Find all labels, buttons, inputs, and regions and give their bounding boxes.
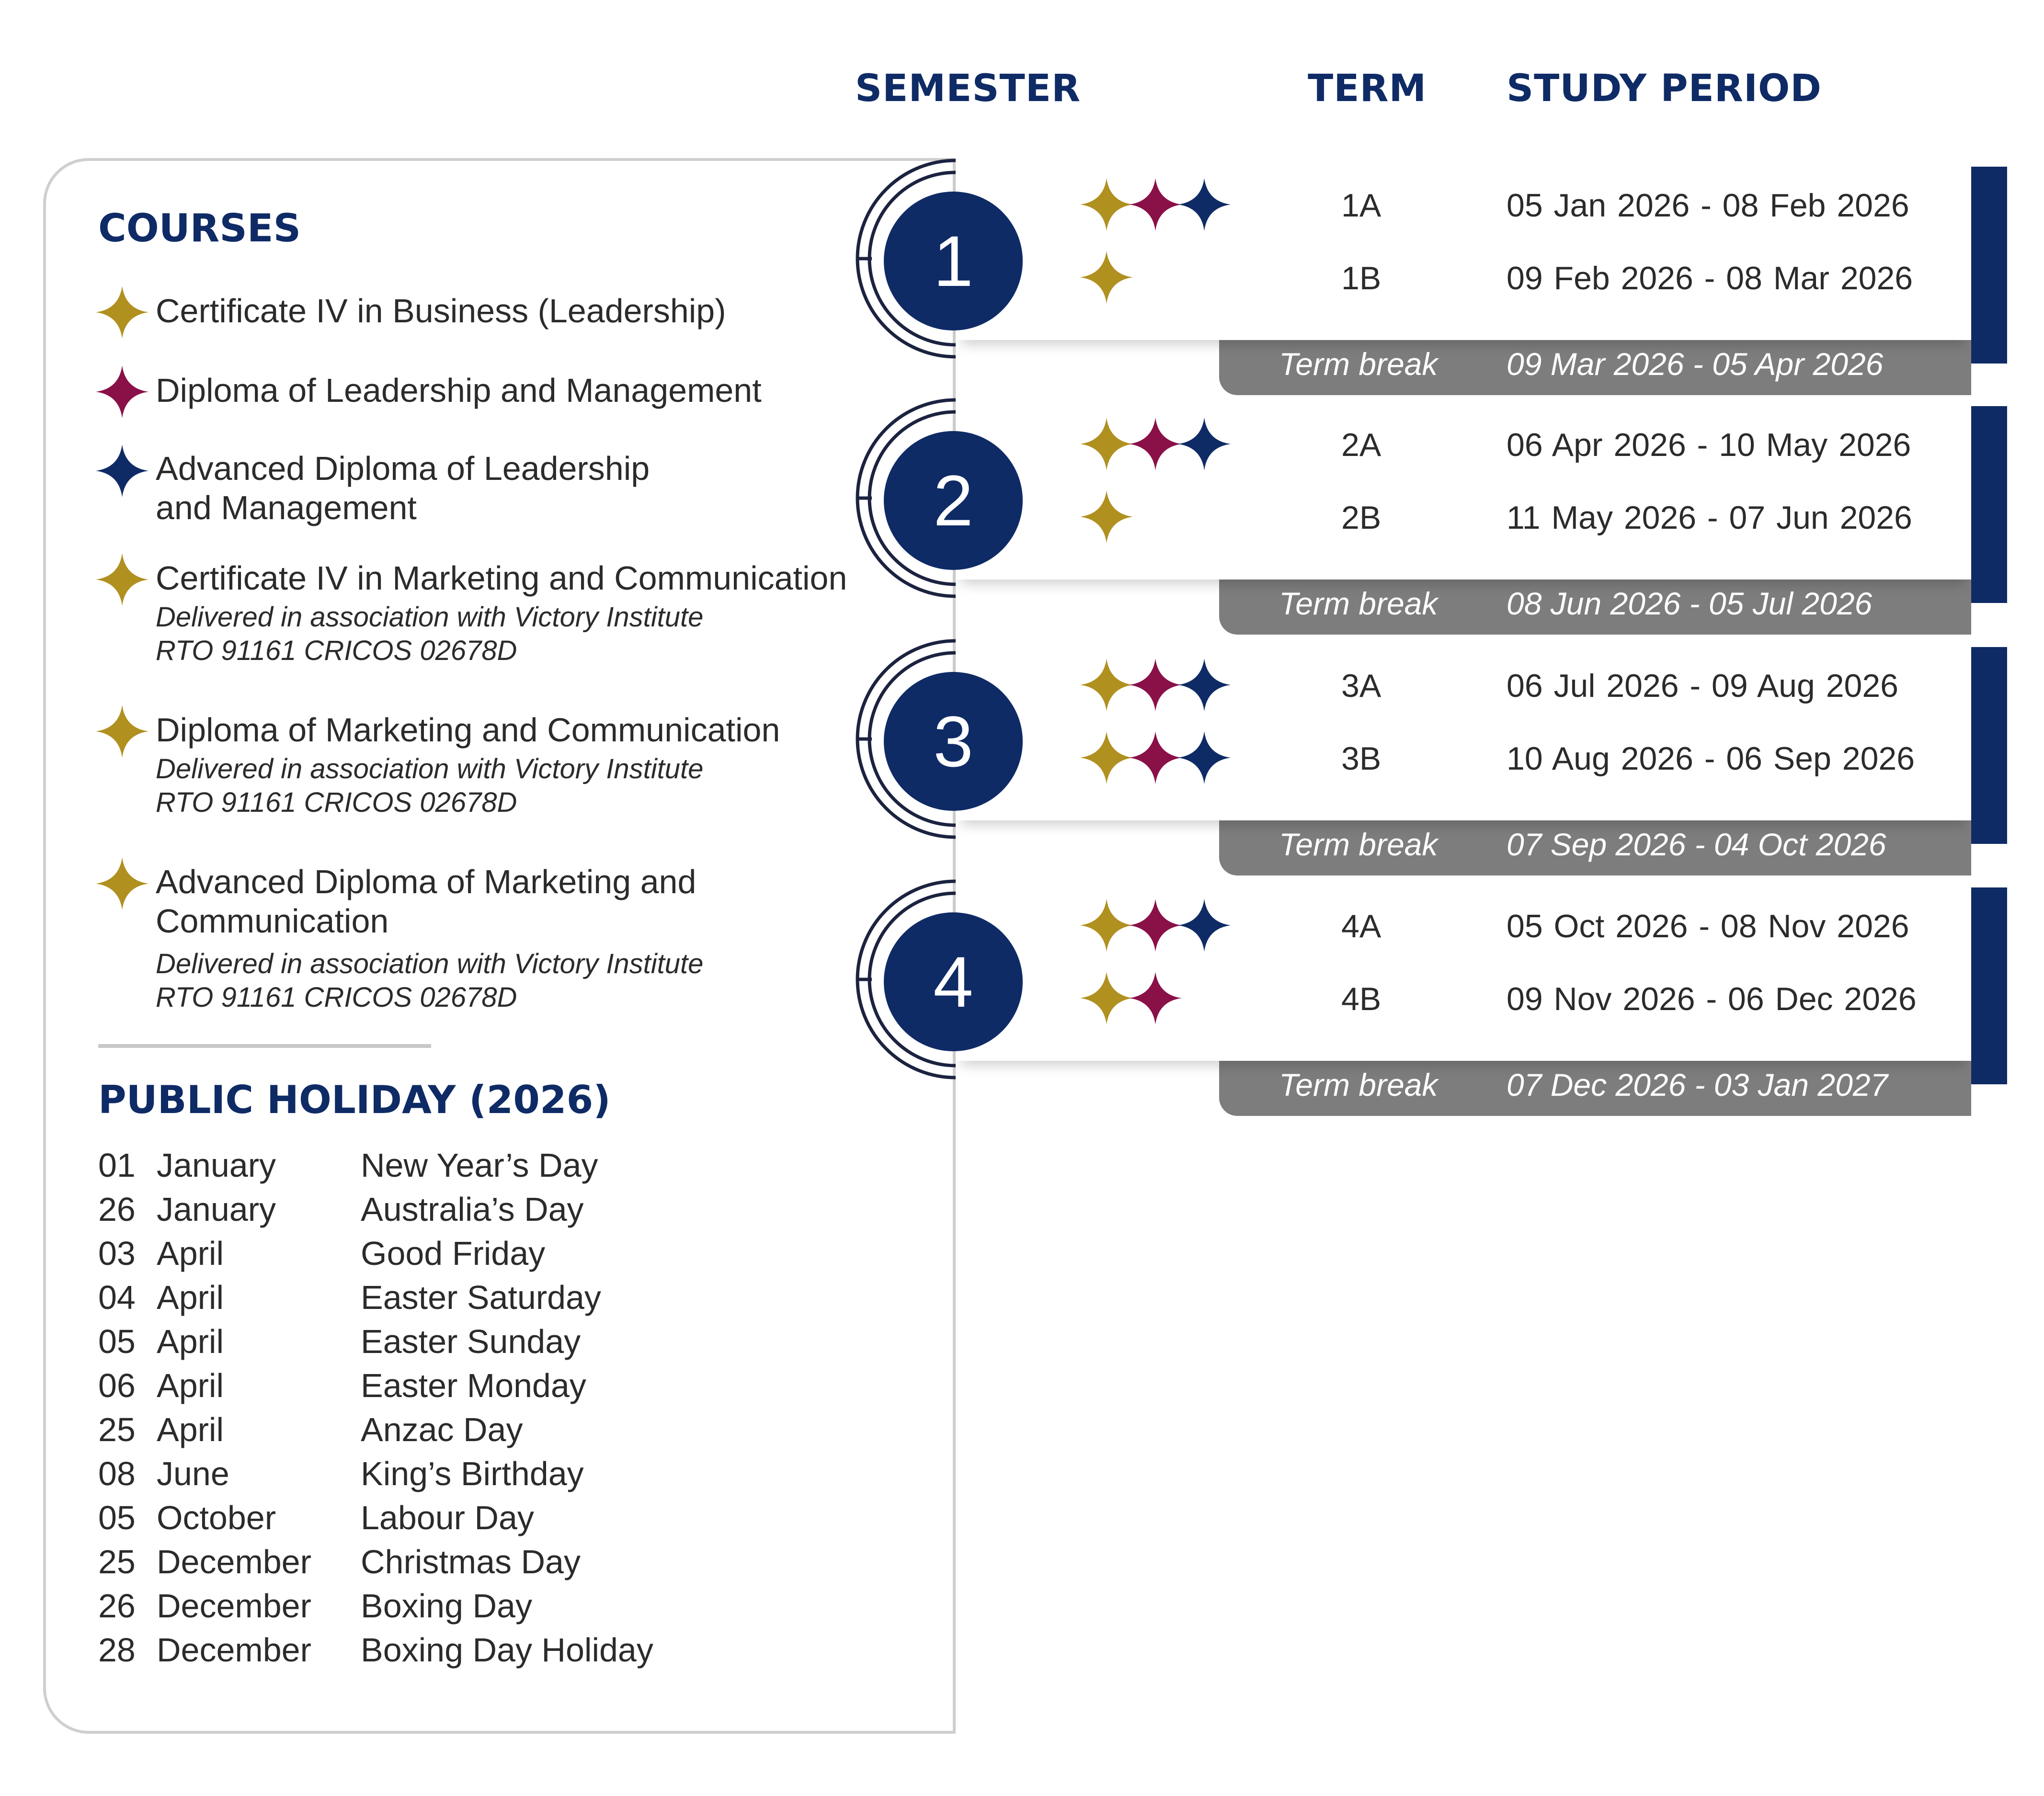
course-name-line2: Communication <box>156 902 389 940</box>
course-stars <box>1080 899 1227 954</box>
semester-sidebar <box>1971 167 2007 364</box>
holiday-day: 26 <box>98 1191 136 1228</box>
term-break-label: Term break <box>1279 827 1438 862</box>
holiday-month: January <box>157 1147 276 1184</box>
holiday-month: April <box>157 1367 224 1404</box>
term-code: 2A <box>1341 427 1382 463</box>
course-stars <box>1080 731 1227 786</box>
holiday-month: June <box>157 1455 229 1492</box>
gold-star-icon <box>1080 418 1133 470</box>
divider <box>98 1044 431 1048</box>
holiday-name: Easter Sunday <box>361 1323 581 1360</box>
gold-star-icon <box>1080 178 1133 231</box>
term-code: 4B <box>1341 981 1382 1017</box>
holiday-month: December <box>157 1543 311 1580</box>
holiday-month: April <box>157 1323 224 1360</box>
course-name-line2: and Management <box>156 489 417 526</box>
course-item <box>156 862 970 1014</box>
study-period-header: STUDY PERIOD <box>1507 67 1822 110</box>
term-header: TERM <box>1308 67 1427 110</box>
holiday-row <box>98 1455 817 1499</box>
gold-star-icon <box>96 705 148 758</box>
term-period: 11 May 2026 - 07 Jun 2026 <box>1507 500 1912 536</box>
holiday-month: April <box>157 1235 224 1272</box>
course-stars <box>1080 490 1129 546</box>
holiday-day: 08 <box>98 1455 136 1492</box>
course-name: Certificate IV in Business (Leadership) <box>156 292 726 330</box>
term-break-label: Term break <box>1279 586 1438 621</box>
course-name: Diploma of Marketing and Communication <box>156 711 780 749</box>
holiday-name: Boxing Day <box>361 1587 532 1625</box>
term-code: 3B <box>1341 740 1382 777</box>
holiday-name: Good Friday <box>361 1235 546 1272</box>
term-break-label: Term break <box>1279 1067 1438 1103</box>
holiday-day: 25 <box>98 1543 136 1580</box>
holiday-day: 01 <box>98 1147 136 1184</box>
gold-star-icon <box>1080 731 1133 784</box>
term-break-label: Term break <box>1279 346 1438 382</box>
holiday-month: April <box>157 1411 224 1448</box>
term-break-period: 09 Mar 2026 - 05 Apr 2026 <box>1507 346 1884 382</box>
holiday-row <box>98 1543 817 1587</box>
gold-star-icon <box>96 857 148 910</box>
course-item <box>156 291 970 330</box>
holiday-row <box>98 1322 817 1366</box>
semester-number: 3 <box>884 672 1023 811</box>
semester-number: 1 <box>884 192 1023 330</box>
term-period: 09 Feb 2026 - 08 Mar 2026 <box>1507 260 1913 296</box>
term-break-bar <box>1219 575 1971 635</box>
holiday-name: Christmas Day <box>361 1543 581 1580</box>
course-name: Certificate IV in Marketing and Communication <box>156 559 847 597</box>
term-period: 05 Jan 2026 - 08 Feb 2026 <box>1507 187 1909 224</box>
semester-number: 2 <box>884 431 1023 570</box>
gold-star-icon <box>96 286 148 339</box>
course-name: Diploma of Leadership and Management <box>156 372 762 409</box>
gold-star-icon <box>1080 251 1133 304</box>
maroon-star-icon <box>1129 178 1182 231</box>
courses-title: COURSES <box>98 206 301 250</box>
term-code: 3A <box>1341 668 1382 704</box>
course-partner: Delivered in association with Victory Institute <box>156 948 704 979</box>
term-break-bar <box>1219 1056 1971 1116</box>
term-code: 4A <box>1341 908 1382 944</box>
navy-star-icon <box>1178 418 1231 470</box>
term-code: 1A <box>1341 187 1382 224</box>
term-period: 09 Nov 2026 - 06 Dec 2026 <box>1507 981 1917 1017</box>
holiday-name: Anzac Day <box>361 1411 523 1448</box>
holiday-name: Easter Saturday <box>361 1279 601 1316</box>
course-stars <box>1080 418 1227 473</box>
term-break-period: 08 Jun 2026 - 05 Jul 2026 <box>1507 586 1873 621</box>
holiday-month: December <box>157 1587 311 1625</box>
gold-star-icon <box>1080 490 1133 543</box>
holiday-day: 25 <box>98 1411 136 1448</box>
gold-star-icon <box>1080 899 1133 952</box>
holiday-row <box>98 1499 817 1543</box>
navy-star-icon <box>1178 731 1231 784</box>
course-name: Advanced Diploma of Marketing and <box>156 863 697 900</box>
holiday-name: Australia’s Day <box>361 1191 584 1228</box>
navy-star-icon <box>1178 899 1231 952</box>
maroon-star-icon <box>1129 972 1182 1024</box>
holiday-day: 04 <box>98 1279 136 1316</box>
holiday-day: 06 <box>98 1367 136 1404</box>
holiday-name: New Year’s Day <box>361 1147 598 1184</box>
holiday-day: 03 <box>98 1235 136 1272</box>
term-period: 06 Jul 2026 - 09 Aug 2026 <box>1507 668 1898 704</box>
semester-number: 4 <box>884 912 1023 1051</box>
course-rto: RTO 91161 CRICOS 02678D <box>156 787 517 818</box>
course-item <box>156 558 970 668</box>
holiday-row <box>98 1366 817 1410</box>
term-period: 05 Oct 2026 - 08 Nov 2026 <box>1507 908 1909 944</box>
navy-star-icon <box>1178 178 1231 231</box>
holiday-name: King’s Birthday <box>361 1455 584 1492</box>
maroon-star-icon <box>96 365 148 418</box>
holiday-row <box>98 1587 817 1631</box>
navy-star-icon <box>1178 659 1231 711</box>
holiday-month: April <box>157 1279 224 1316</box>
maroon-star-icon <box>1129 899 1182 952</box>
holiday-title: PUBLIC HOLIDAY (2026) <box>98 1078 611 1122</box>
term-code: 2B <box>1341 500 1382 536</box>
holiday-name: Labour Day <box>361 1499 534 1536</box>
semester-sidebar <box>1971 887 2007 1084</box>
course-stars <box>1080 178 1227 233</box>
holiday-day: 05 <box>98 1499 136 1536</box>
gold-star-icon <box>1080 972 1133 1024</box>
term-break-period: 07 Sep 2026 - 04 Oct 2026 <box>1507 827 1886 862</box>
term-code: 1B <box>1341 260 1382 296</box>
course-item <box>156 449 970 527</box>
term-period: 10 Aug 2026 - 06 Sep 2026 <box>1507 740 1915 777</box>
holiday-row <box>98 1146 817 1190</box>
course-partner: Delivered in association with Victory Institute <box>156 602 704 633</box>
gold-star-icon <box>96 553 148 606</box>
holiday-name: Boxing Day Holiday <box>361 1631 653 1669</box>
gold-star-icon <box>1080 659 1133 711</box>
holiday-month: January <box>157 1191 276 1228</box>
semester-sidebar <box>1971 406 2007 603</box>
course-rto: RTO 91161 CRICOS 02678D <box>156 982 517 1013</box>
course-stars <box>1080 659 1227 714</box>
holiday-month: October <box>157 1499 276 1536</box>
semester-header: SEMESTER <box>855 67 1081 110</box>
maroon-star-icon <box>1129 731 1182 784</box>
navy-star-icon <box>96 444 148 497</box>
holiday-month: December <box>157 1631 311 1669</box>
course-rto: RTO 91161 CRICOS 02678D <box>156 635 517 666</box>
term-period: 06 Apr 2026 - 10 May 2026 <box>1507 427 1911 463</box>
semester-sidebar <box>1971 647 2007 844</box>
maroon-star-icon <box>1129 659 1182 711</box>
holiday-day: 28 <box>98 1631 136 1669</box>
holiday-row <box>98 1234 817 1278</box>
term-break-period: 07 Dec 2026 - 03 Jan 2027 <box>1507 1067 1888 1103</box>
course-item <box>156 710 970 819</box>
term-break-bar <box>1219 816 1971 875</box>
holiday-row <box>98 1410 817 1455</box>
holiday-row <box>98 1190 817 1234</box>
maroon-star-icon <box>1129 418 1182 470</box>
course-item <box>156 371 970 410</box>
holiday-row <box>98 1631 817 1675</box>
term-break-bar <box>1219 335 1971 395</box>
holiday-row <box>98 1278 817 1322</box>
course-partner: Delivered in association with Victory Institute <box>156 753 704 784</box>
course-name: Advanced Diploma of Leadership <box>156 450 650 487</box>
holiday-day: 26 <box>98 1587 136 1625</box>
holiday-day: 05 <box>98 1323 136 1360</box>
holiday-name: Easter Monday <box>361 1367 586 1404</box>
course-stars <box>1080 251 1129 306</box>
course-stars <box>1080 972 1178 1027</box>
